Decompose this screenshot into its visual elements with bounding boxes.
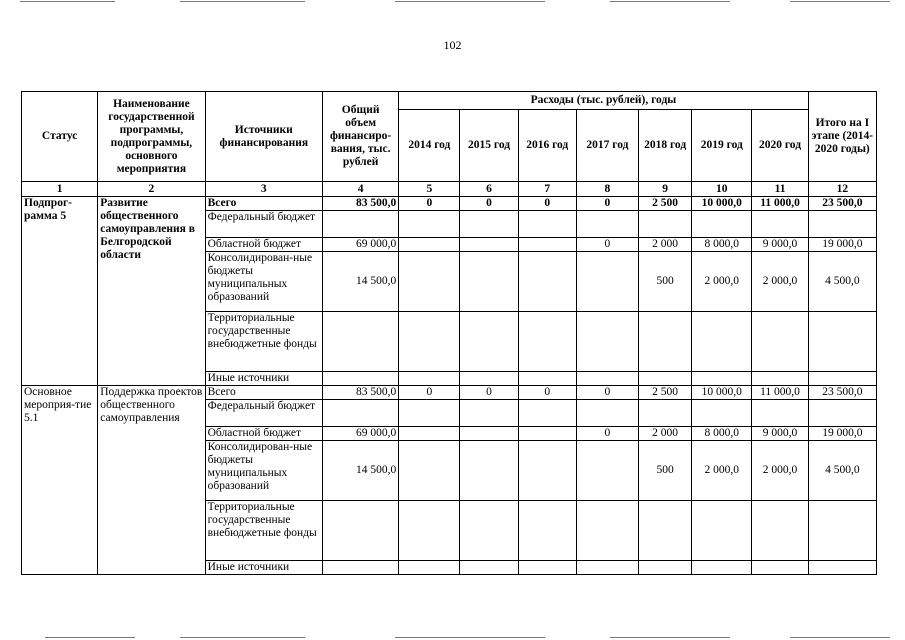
header-status: Статус (22, 92, 98, 182)
year-value-cell (639, 211, 692, 238)
year-value-cell: 0 (518, 197, 576, 211)
year-value-cell (460, 501, 518, 561)
total-volume-cell: 83 500,0 (323, 386, 399, 400)
page-number: 102 (443, 38, 462, 52)
year-value-cell (460, 372, 518, 386)
year-value-cell (460, 400, 518, 427)
scan-rule (180, 637, 305, 638)
stage-total-cell: 23 500,0 (808, 197, 876, 211)
stage-total-cell: 23 500,0 (808, 386, 876, 400)
stage-total-cell (808, 211, 876, 238)
scan-rule (395, 637, 545, 638)
total-volume-cell: 14 500,0 (323, 441, 399, 501)
year-value-cell: 0 (460, 197, 518, 211)
funding-source-cell: Иные источники (205, 372, 322, 386)
column-number: 5 (399, 182, 460, 197)
total-volume-cell: 14 500,0 (323, 252, 399, 312)
year-value-cell (692, 501, 752, 561)
year-value-cell (576, 372, 638, 386)
year-value-cell (692, 372, 752, 386)
status-cell: Подпрог-рамма 5 (22, 197, 98, 386)
total-volume-cell (323, 501, 399, 561)
year-value-cell (576, 252, 638, 312)
column-number: 3 (205, 182, 322, 197)
year-value-cell (399, 441, 460, 501)
program-name-cell: Поддержка проектов общественного самоуправления (98, 386, 205, 575)
year-value-cell (518, 238, 576, 252)
total-volume-cell (323, 312, 399, 372)
year-value-cell: 2 000,0 (692, 441, 752, 501)
year-value-cell: 2 500 (639, 197, 692, 211)
year-value-cell (399, 372, 460, 386)
stage-total-cell: 19 000,0 (808, 238, 876, 252)
header-expenses: Расходы (тыс. рублей), годы (399, 92, 808, 110)
year-value-cell: 0 (460, 386, 518, 400)
funding-source-cell: Всего (205, 386, 322, 400)
column-number: 9 (639, 182, 692, 197)
year-value-cell (460, 252, 518, 312)
program-name-cell: Развитие общественного самоуправления в Белгородской области (98, 197, 205, 386)
year-value-cell (399, 501, 460, 561)
funding-source-cell: Территориальные государственные внебюджетные фонды (205, 312, 322, 372)
year-value-cell: 2 000,0 (752, 252, 808, 312)
funding-source-cell: Иные источники (205, 561, 322, 575)
year-value-cell (752, 312, 808, 372)
year-value-cell (576, 211, 638, 238)
header-year: 2014 год (399, 110, 460, 182)
year-value-cell: 2 000,0 (692, 252, 752, 312)
stage-total-cell (808, 501, 876, 561)
year-value-cell (692, 312, 752, 372)
header-year: 2018 год (639, 110, 692, 182)
year-value-cell: 11 000,0 (752, 197, 808, 211)
funding-source-cell: Консолидирован-ные бюджеты муниципальных образований (205, 441, 322, 501)
budget-table (21, 91, 877, 575)
year-value-cell (518, 252, 576, 312)
year-value-cell (518, 441, 576, 501)
stage-total-cell: 4 500,0 (808, 252, 876, 312)
year-value-cell: 2 000 (639, 238, 692, 252)
total-volume-cell (323, 561, 399, 575)
column-number: 7 (518, 182, 576, 197)
year-value-cell (639, 312, 692, 372)
year-value-cell (399, 400, 460, 427)
funding-source-cell: Областной бюджет (205, 427, 322, 441)
year-value-cell (576, 312, 638, 372)
year-value-cell (639, 400, 692, 427)
stage-total-cell (808, 372, 876, 386)
year-value-cell: 11 000,0 (752, 386, 808, 400)
year-value-cell (576, 400, 638, 427)
subprogram-block (22, 197, 877, 386)
year-value-cell (752, 400, 808, 427)
stage-total-cell (808, 561, 876, 575)
year-value-cell: 0 (576, 238, 638, 252)
total-volume-cell: 83 500,0 (323, 197, 399, 211)
header-total-volume: Общий объем финансиро-вания, тыс. рублей (323, 92, 399, 182)
year-value-cell (752, 211, 808, 238)
stage-total-cell: 19 000,0 (808, 427, 876, 441)
funding-source-cell: Федеральный бюджет (205, 211, 322, 238)
scan-rule (45, 637, 135, 638)
year-value-cell (460, 561, 518, 575)
year-value-cell (752, 372, 808, 386)
year-value-cell (399, 561, 460, 575)
total-volume-cell: 69 000,0 (323, 238, 399, 252)
header-year: 2020 год (752, 110, 808, 182)
year-value-cell: 8 000,0 (692, 238, 752, 252)
year-value-cell (460, 238, 518, 252)
year-value-cell (518, 427, 576, 441)
column-number: 12 (808, 182, 876, 197)
column-number: 2 (98, 182, 205, 197)
year-value-cell: 2 000,0 (752, 441, 808, 501)
year-value-cell: 500 (639, 441, 692, 501)
total-volume-cell (323, 400, 399, 427)
year-value-cell: 10 000,0 (692, 386, 752, 400)
total-volume-cell: 69 000,0 (323, 427, 399, 441)
column-number: 11 (752, 182, 808, 197)
year-value-cell (518, 561, 576, 575)
year-value-cell (752, 561, 808, 575)
total-volume-cell (323, 211, 399, 238)
year-value-cell (399, 312, 460, 372)
funding-source-cell: Федеральный бюджет (205, 400, 322, 427)
scan-rule (790, 1, 890, 2)
year-value-cell (460, 211, 518, 238)
main-activity-block (22, 386, 877, 575)
year-value-cell: 0 (399, 386, 460, 400)
year-value-cell (460, 441, 518, 501)
year-value-cell (639, 372, 692, 386)
header-year: 2017 год (576, 110, 638, 182)
year-value-cell: 0 (518, 386, 576, 400)
year-value-cell: 500 (639, 252, 692, 312)
header-year: 2019 год (692, 110, 752, 182)
year-value-cell (576, 501, 638, 561)
column-number: 6 (460, 182, 518, 197)
funding-source-cell: Консолидирован-ные бюджеты муниципальных образований (205, 252, 322, 312)
year-value-cell (460, 312, 518, 372)
header-sources: Источники финансирования (205, 92, 322, 182)
column-number-row (22, 182, 877, 197)
column-number: 4 (323, 182, 399, 197)
year-value-cell (639, 561, 692, 575)
stage-total-cell (808, 400, 876, 427)
header-year: 2016 год (518, 110, 576, 182)
year-value-cell (399, 252, 460, 312)
year-value-cell: 2 000 (639, 427, 692, 441)
scan-rule (610, 637, 730, 638)
stage-total-cell: 4 500,0 (808, 441, 876, 501)
year-value-cell: 10 000,0 (692, 197, 752, 211)
year-value-cell (639, 501, 692, 561)
year-value-cell (692, 211, 752, 238)
year-value-cell (399, 427, 460, 441)
year-value-cell (518, 312, 576, 372)
funding-source-cell: Территориальные государственные внебюджетные фонды (205, 501, 322, 561)
header-year: 2015 год (460, 110, 518, 182)
year-value-cell: 0 (576, 386, 638, 400)
year-value-cell: 0 (576, 427, 638, 441)
year-value-cell: 9 000,0 (752, 427, 808, 441)
year-value-cell (576, 441, 638, 501)
year-value-cell (576, 561, 638, 575)
year-value-cell: 0 (576, 197, 638, 211)
header-name: Наименование государственной программы, подпрограммы, основного мероприятия (98, 92, 205, 182)
scan-rule (180, 1, 305, 2)
total-volume-cell (323, 372, 399, 386)
year-value-cell (399, 211, 460, 238)
scan-rule (395, 1, 545, 2)
year-value-cell: 9 000,0 (752, 238, 808, 252)
scan-rule (20, 1, 115, 2)
year-value-cell (692, 561, 752, 575)
funding-source-cell: Всего (205, 197, 322, 211)
stage-total-cell (808, 312, 876, 372)
year-value-cell (752, 501, 808, 561)
year-value-cell (460, 427, 518, 441)
column-number: 8 (576, 182, 638, 197)
year-value-cell: 0 (399, 197, 460, 211)
year-value-cell (692, 400, 752, 427)
scan-rule (610, 1, 730, 2)
year-value-cell (518, 501, 576, 561)
status-cell: Основное мероприя-тие 5.1 (22, 386, 98, 575)
year-value-cell (518, 211, 576, 238)
table-row (22, 197, 877, 211)
year-value-cell (518, 400, 576, 427)
year-value-cell: 8 000,0 (692, 427, 752, 441)
funding-source-cell: Областной бюджет (205, 238, 322, 252)
table-row (22, 386, 877, 400)
scan-rule (790, 637, 890, 638)
year-value-cell: 2 500 (639, 386, 692, 400)
year-value-cell (399, 238, 460, 252)
year-value-cell (518, 372, 576, 386)
column-number: 10 (692, 182, 752, 197)
header-stage-total: Итого на I этапе (2014-2020 годы) (808, 92, 876, 182)
column-number: 1 (22, 182, 98, 197)
